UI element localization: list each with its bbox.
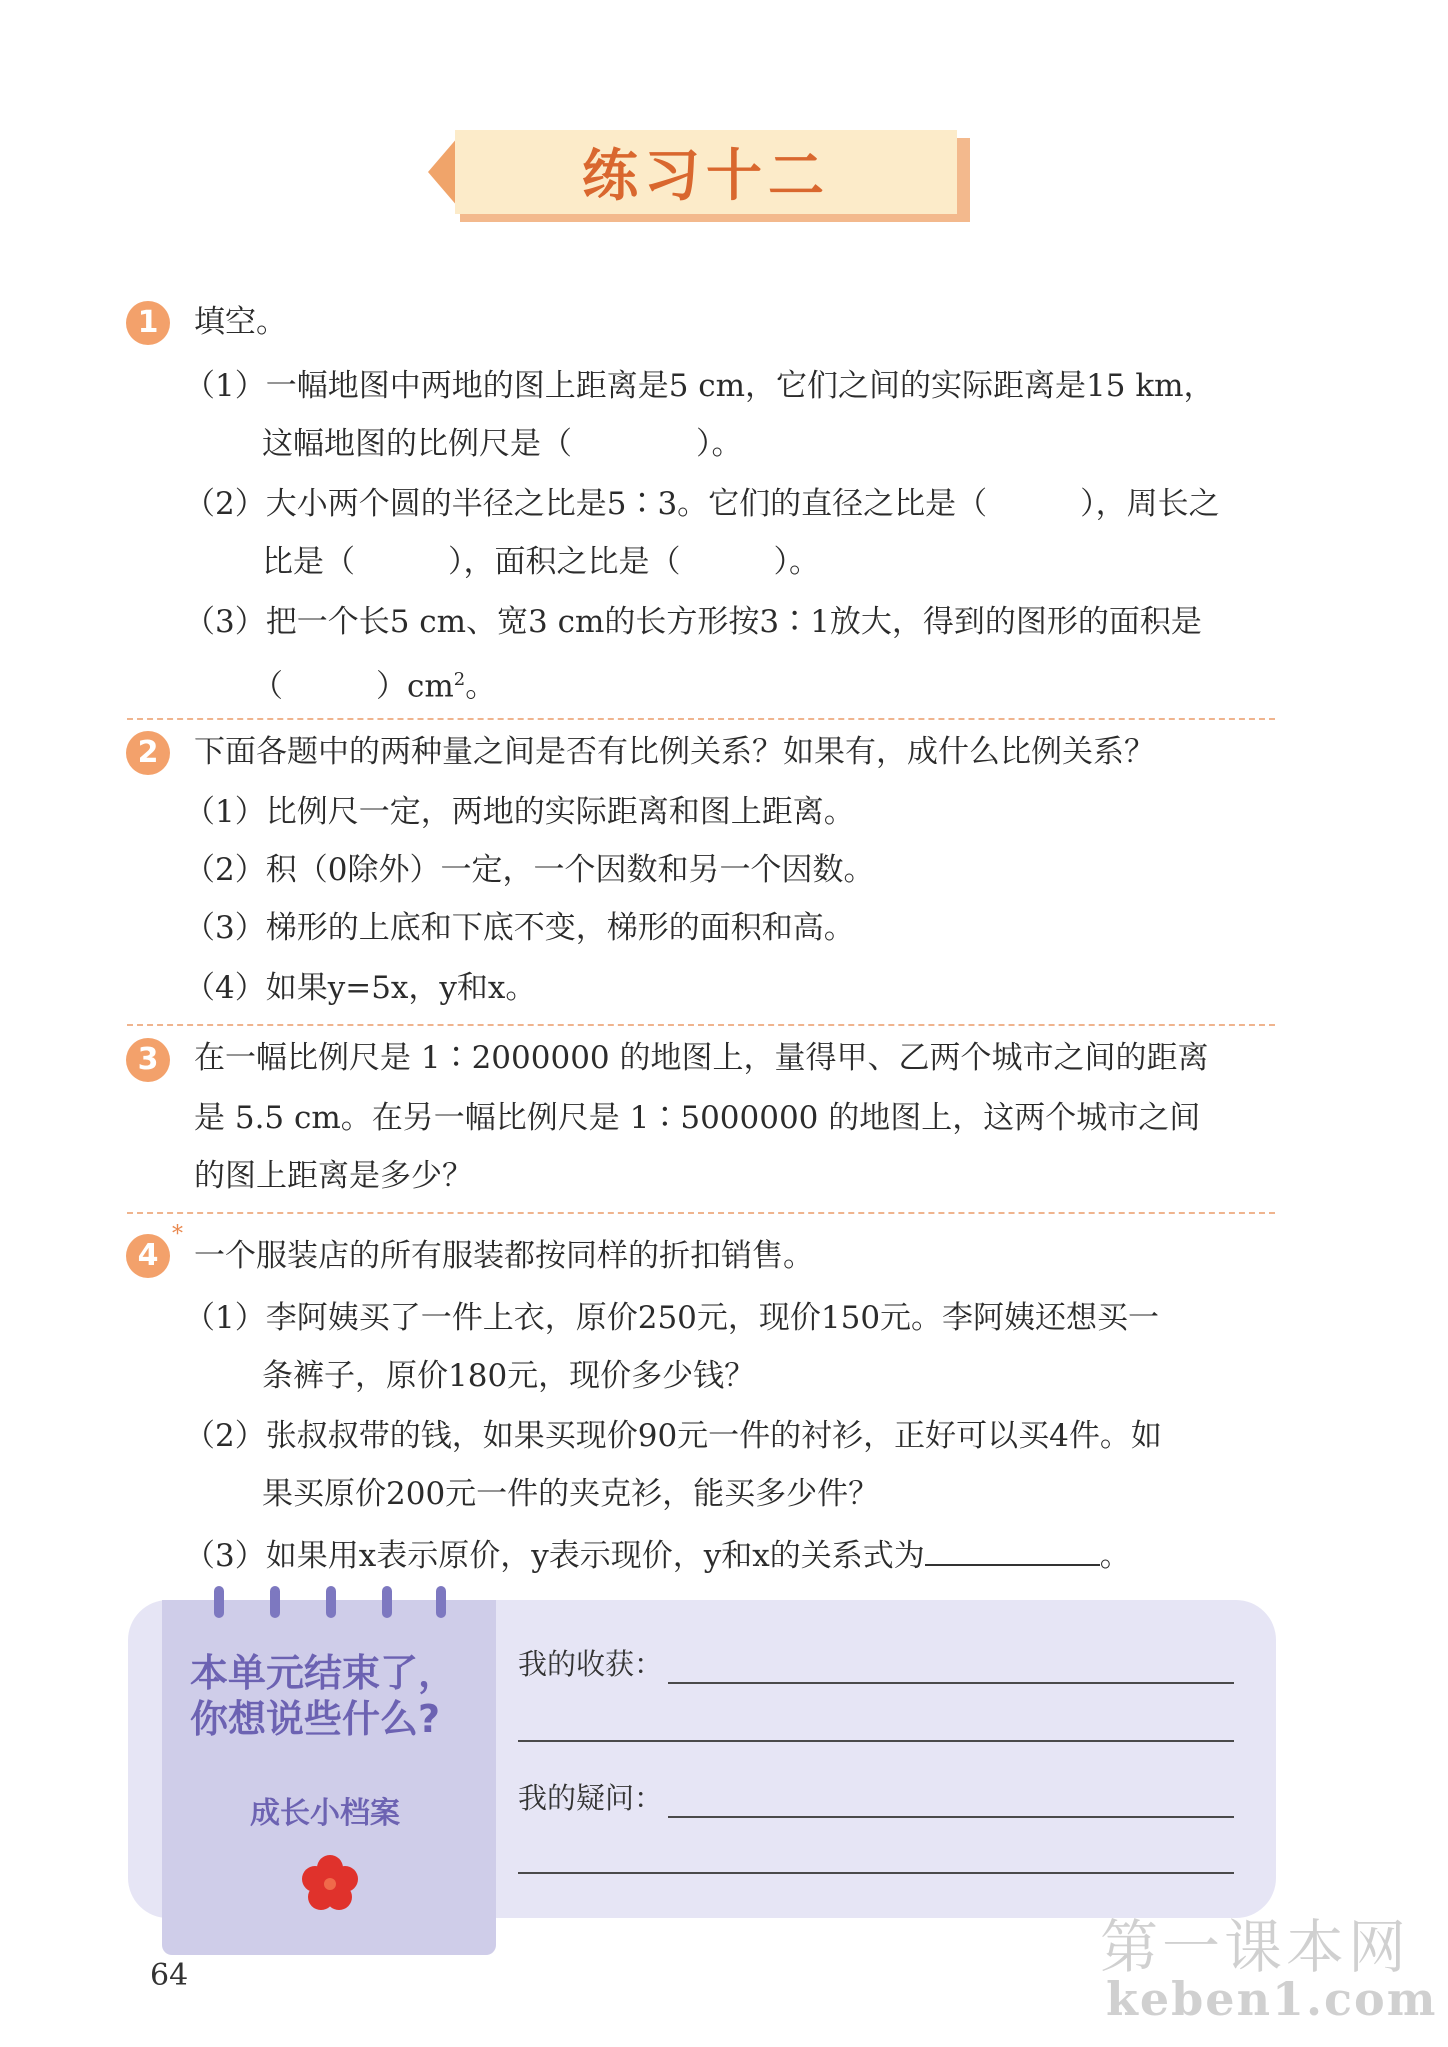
problem-2-item-2: （2）积（0除外）一定，一个因数和另一个因数。 <box>184 852 875 888</box>
card-heading <box>190 1650 480 1742</box>
section-divider <box>127 1212 1275 1214</box>
problem-1-item-1-line1: （1）一幅地图中两地的图上距离是5 cm，它们之间的实际距离是15 km， <box>184 368 1215 404</box>
problem-1-item-3-line2 <box>252 660 496 706</box>
section-divider <box>127 1024 1275 1026</box>
problem-2-item-3: （3）梯形的上底和下底不变，梯形的面积和高。 <box>184 910 855 946</box>
question-label: 我的疑问： <box>518 1781 664 1815</box>
binder-ring <box>270 1586 280 1618</box>
card-heading-line-1: 本单元结束了， <box>190 1651 457 1695</box>
binder-ring <box>214 1586 224 1618</box>
problem-number-2: 2 <box>126 731 170 775</box>
problem-2-item-4: （4）如果y=5x，y和x。 <box>184 970 537 1006</box>
card-archive-label: 成长小档案 <box>250 1796 400 1831</box>
page-title: 练习十二 <box>582 143 830 209</box>
problem-4-item-2-line2: 果买原价200元一件的夹克衫，能买多少件？ <box>262 1476 880 1512</box>
problem-1-stem: 填空。 <box>194 304 287 340</box>
problem-number-3: 3 <box>126 1038 170 1082</box>
section-divider <box>127 718 1275 720</box>
period: 。 <box>465 668 497 705</box>
flower-icon <box>298 1852 362 1916</box>
card-heading-line-2: 你想说些什么? <box>190 1697 441 1741</box>
title-banner <box>455 130 957 214</box>
gain-writing-line[interactable] <box>668 1682 1234 1684</box>
page-number: 64 <box>150 1958 189 1993</box>
gain-label: 我的收获： <box>518 1647 664 1681</box>
answer-blank <box>925 1534 1100 1566</box>
problem-2-stem: 下面各题中的两种量之间是否有比例关系？如果有，成什么比例关系？ <box>194 734 1155 770</box>
area-blank-text: （ ）cm <box>252 668 454 705</box>
gain-writing-line[interactable] <box>518 1740 1234 1742</box>
problem-1-item-2-line1: （2）大小两个圆的半径之比是5∶3。它们的直径之比是（ ），周长之 <box>184 486 1220 522</box>
problem-4-stem: 一个服装店的所有服装都按同样的折扣销售。 <box>194 1238 814 1274</box>
relation-text: （3）如果用x表示原价，y表示现价，y和x的关系式为 <box>184 1538 925 1574</box>
problem-1-item-3-line1: （3）把一个长5 cm、宽3 cm的长方形按3∶1放大，得到的图形的面积是 <box>184 604 1202 640</box>
problem-4-item-1-line1: （1）李阿姨买了一件上衣，原价250元，现价150元。李阿姨还想买一 <box>184 1300 1160 1336</box>
problem-3-line-3: 的图上距离是多少？ <box>194 1158 473 1194</box>
binder-ring <box>382 1586 392 1618</box>
problem-2-item-1: （1）比例尺一定，两地的实际距离和图上距离。 <box>184 794 855 830</box>
binder-ring <box>326 1586 336 1618</box>
question-writing-line[interactable] <box>668 1816 1234 1818</box>
question-writing-line[interactable] <box>518 1872 1234 1874</box>
problem-4-item-2-line1: （2）张叔叔带的钱，如果买现价90元一件的衬衫，正好可以买4件。如 <box>184 1418 1162 1454</box>
problem-3-line-2: 是 5.5 cm。在另一幅比例尺是 1∶5000000 的地图上，这两个城市之间 <box>194 1100 1201 1136</box>
problem-number-1: 1 <box>126 301 170 345</box>
period: 。 <box>1099 1538 1131 1574</box>
optional-star: * <box>172 1222 183 1247</box>
problem-number-4: 4 <box>126 1234 170 1278</box>
watermark-cn: 第一课本网 <box>1100 1913 1411 1981</box>
watermark-en: keben1.com <box>1106 1972 1438 2026</box>
problem-3-line-1: 在一幅比例尺是 1∶2000000 的地图上，量得甲、乙两个城市之间的距离 <box>194 1040 1209 1076</box>
square-exponent: 2 <box>453 669 466 690</box>
problem-4-item-1-line2: 条裤子，原价180元，现价多少钱？ <box>262 1358 756 1394</box>
problem-1-item-1-line2: 这幅地图的比例尺是（ ）。 <box>262 426 743 462</box>
binder-ring <box>436 1586 446 1618</box>
problem-1-item-2-line2: 比是（ ），面积之比是（ ）。 <box>262 544 820 580</box>
problem-4-item-3 <box>184 1534 1131 1576</box>
